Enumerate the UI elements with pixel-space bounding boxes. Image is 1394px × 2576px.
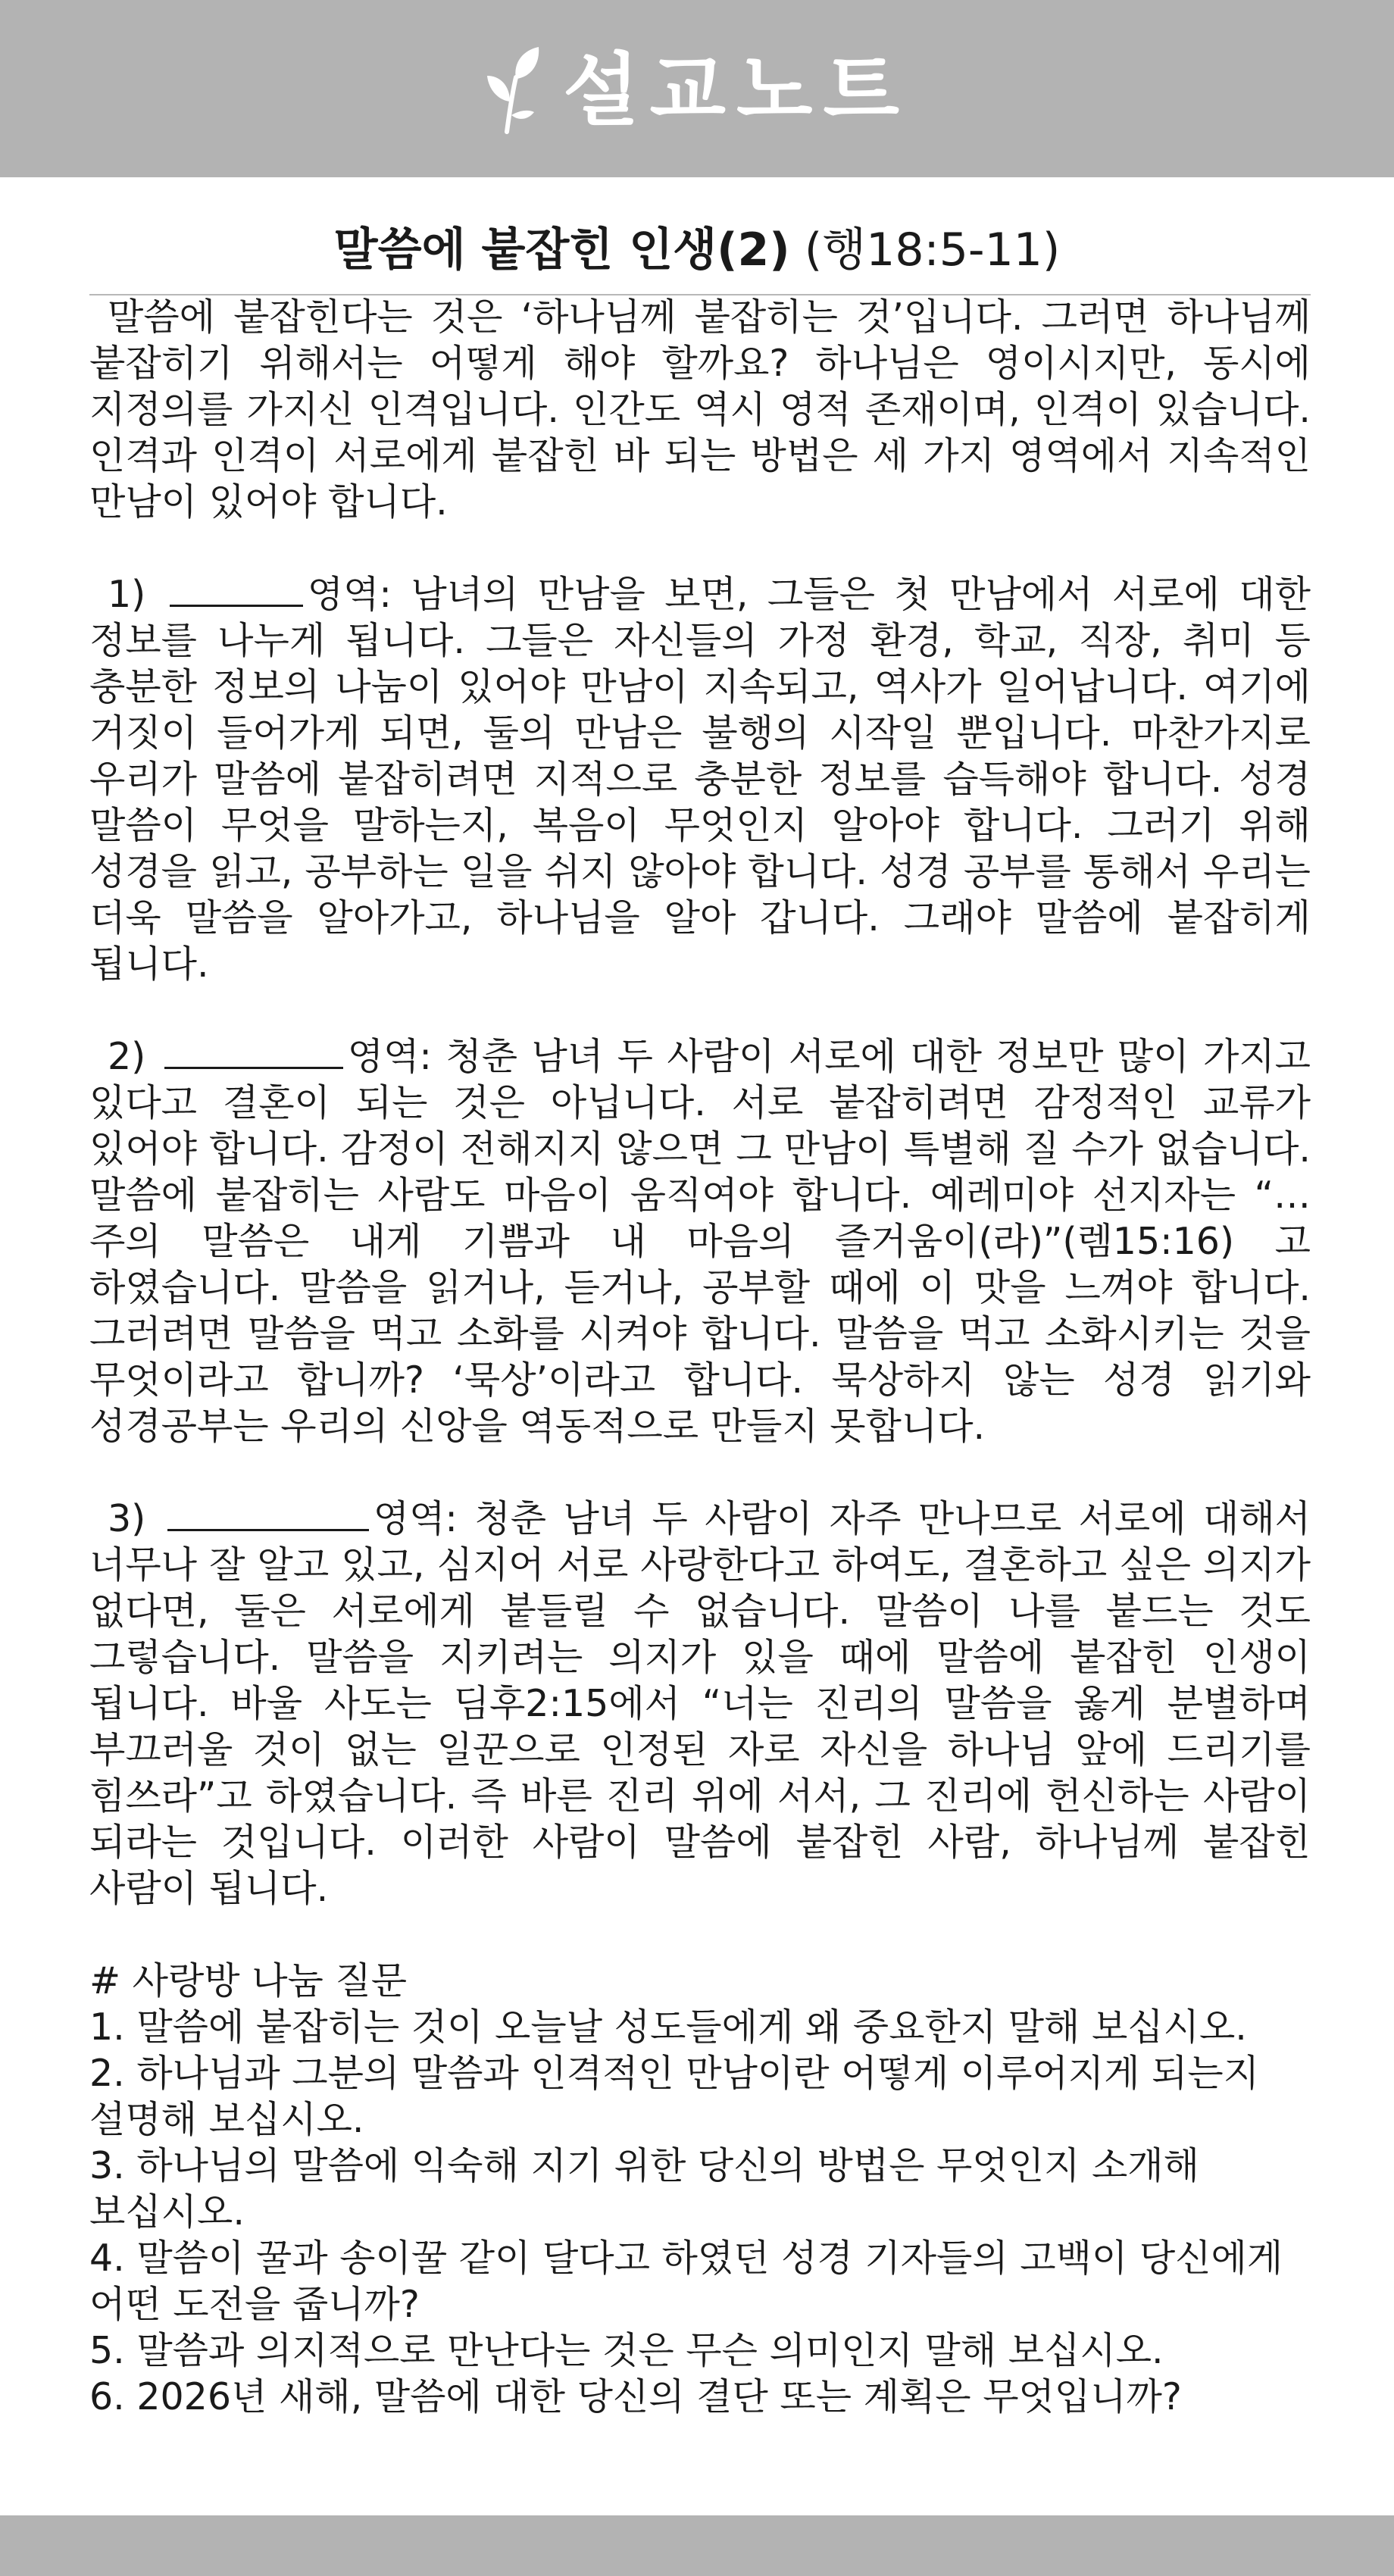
question-item: 2. 하나님과 그분의 말씀과 인격적인 만남이란 어떻게 이루어지게 되는지 설명해 보십시오. [89,2052,1260,2141]
point-1-label: 영역: [307,573,392,616]
point-3-paragraph [89,1496,1311,1912]
intro-paragraph [89,294,1311,525]
point-2-text: 청춘 남녀 두 사람이 서로에 대한 정보만 많이 가지고 있다고 결혼이 되는 것은 아닙니다. 서로 붙잡히려면 감정적인 교류가 있어야 합니다. 감정이 전해지지 않으면 그 만남이 특별해 질 수가 없습니다. 말씀에 붙잡히는 사람도 마음이 움직여야 합니다. 예레미야 선지자는 “… 주의 말씀은 내게 기쁨과 내 마음의 즐거움이(라)”(렘15:16) 고 하였습니다. 말씀을 읽거나, 듣거나, 공부할 때에 이 맛을 느껴야 합니다. 그러려면 말씀을 먹고 소화를 시켜야 합니다. 말씀을 먹고 소화시키는 것을 무엇이라고 합니까? ‘묵상’이라고 합니다. 묵상하지 않는 성경 읽기와 성경공부는 우리의 신앙을 역동적으로 만들지 못합니다. [89,1035,1311,1448]
point-3-blank [167,1497,369,1531]
intro-text: 말씀에 붙잡힌다는 것은 ‘하나님께 붙잡히는 것’입니다. 그러면 하나님께 붙잡히기 위해서는 어떻게 해야 할까요? 하나님은 영이시지만, 동시에 지정의를 가지신 인격입니다. 인간도 역시 영적 존재이며, 인격이 있습니다. 인격과 인격이 서로에게 붙잡힌 바 되는 방법은 세 가지 영역에서 지속적인 만남이 있어야 합니다. [89,295,1311,524]
sermon-reference: (행18:5-11) [804,224,1061,277]
header-band [0,0,1394,177]
point-3-text: 청춘 남녀 두 사람이 자주 만나므로 서로에 대해서 너무나 잘 알고 있고, 심지어 서로 사랑한다고 하여도, 결혼하고 싶은 의지가 없다면, 둘은 서로에게 붙들릴 수 없습니다. 말씀이 나를 붙드는 것도 그렇습니다. 말씀을 지키려는 의지가 있을 때에 말씀에 붙잡힌 인생이 됩니다. 바울 사도는 딤후2:15에서 “너는 진리의 말씀을 옳게 분별하며 부끄러울 것이 없는 일꾼으로 인정된 자로 자신을 하나님 앞에 드리기를 힘쓰라”고 하였습니다. 즉 바른 진리 위에 서서, 그 진리에 헌신하는 사람이 되라는 것입니다. 이러한 사람이 말씀에 붙잡힌 사람, 하나님께 붙잡힌 사람이 됩니다. [89,1497,1311,1910]
footer-band [0,2515,1394,2576]
point-2-number: 2) [108,1035,146,1078]
question-item: 5. 말씀과 의지적으로 만난다는 것은 무슨 의미인지 말해 보십시오. [89,2329,1164,2372]
sermon-body [89,294,1311,2420]
point-1-text: 남녀의 만남을 보면, 그들은 첫 만남에서 서로에 대한 정보를 나누게 됩니다. 그들은 자신들의 가정 환경, 학교, 직장, 취미 등 충분한 정보의 나눔이 있어야 만남이 지속되고, 역사가 일어납니다. 여기에 거짓이 들어가게 되면, 둘의 만남은 불행의 시작일 뿐입니다. 마찬가지로 우리가 말씀에 붙잡히려면 지적으로 충분한 정보를 습득해야 합니다. 성경 말씀이 무엇을 말하는지, 복음이 무엇인지 알아야 합니다. 그러기 위해 성경을 읽고, 공부하는 일을 쉬지 않아야 합니다. 성경 공부를 통해서 우리는 더욱 말씀을 알아가고, 하나님을 알아 갑니다. 그래야 말씀에 붙잡히게 됩니다. [89,573,1311,986]
point-3-label: 영역: [373,1497,458,1540]
header-logo [484,45,910,135]
question-item: 1. 말씀에 붙잡히는 것이 오늘날 성도들에게 왜 중요한지 말해 보십시오. [89,2005,1247,2049]
point-1-number: 1) [108,573,146,616]
point-2-paragraph [89,1033,1311,1449]
sermon-title-main: 말씀에 붙잡힌 인생(2) [333,224,790,277]
questions-heading: # 사랑방 나눔 질문 [89,1959,408,2002]
question-item: 3. 하나님의 말씀에 익숙해 지기 위한 당신의 방법은 무엇인지 소개해 보십시오. [89,2144,1199,2234]
point-2-blank [164,1035,343,1069]
point-2-label: 영역: [347,1035,432,1078]
point-1-blank [170,573,303,607]
header-title: 설교노트 [563,44,910,136]
leaf-sprout-icon [484,45,545,135]
sermon-title [0,215,1394,285]
question-item: 6. 2026년 새해, 말씀에 대한 당신의 결단 또는 계획은 무엇입니까? [89,2375,1182,2418]
discussion-questions [89,1958,1311,2420]
question-item: 4. 말씀이 꿀과 송이꿀 같이 달다고 하였던 성경 기자들의 고백이 당신에게 어떤 도전을 줍니까? [89,2237,1283,2326]
point-3-number: 3) [108,1497,146,1540]
point-1-paragraph [89,571,1311,987]
